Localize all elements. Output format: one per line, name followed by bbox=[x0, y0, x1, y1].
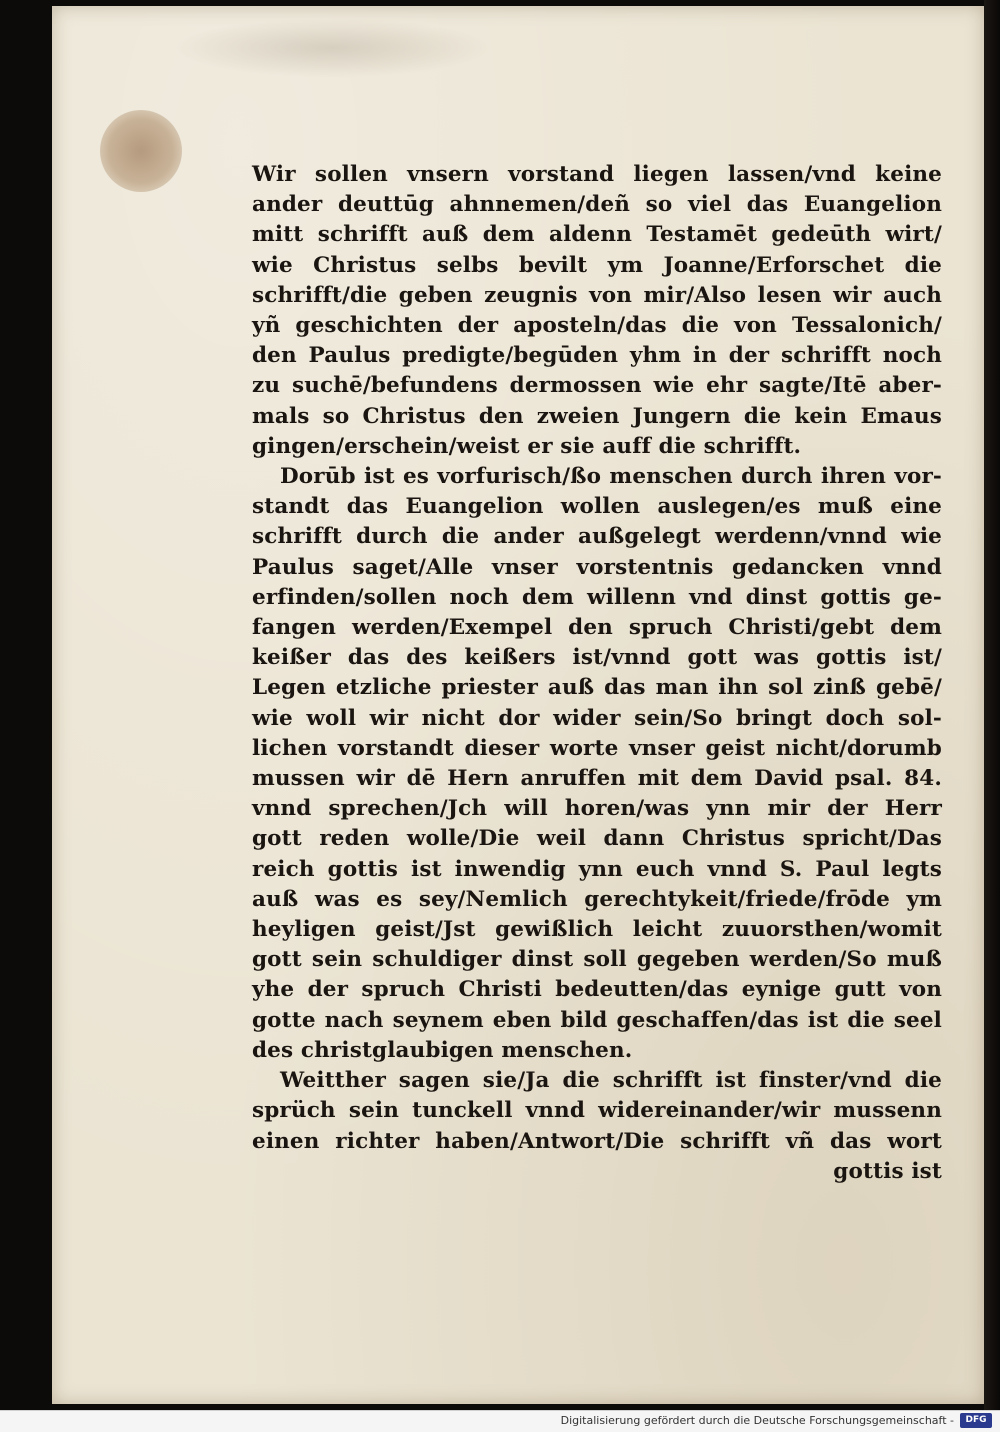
text-line: reich gottis ist inwendig ynn euch vnnd S. Paul legts bbox=[252, 856, 942, 882]
paper-stain bbox=[100, 110, 182, 192]
text-line: auß was es sey/Nemlich gerechtykeit/friede/frōde ym bbox=[252, 886, 942, 912]
text-line: Dorūb ist es vorfurisch/ßo menschen durch ihren vor- bbox=[280, 464, 942, 490]
text-line: den Paulus predigte/begūden yhm in der schrifft noch bbox=[252, 343, 942, 369]
text-line: wie Christus selbs bevilt ym Joanne/Erforschet die bbox=[252, 252, 942, 278]
text-line: keißer das des keißers ist/vnnd gott was gottis ist/ bbox=[252, 645, 942, 671]
text-line: Weitther sagen sie/Ja die schrifft ist finster/vnd die bbox=[280, 1068, 942, 1094]
text-line: schrifft/die geben zeugnis von mir/Also lesen wir auch bbox=[252, 282, 942, 308]
text-line: yhe der spruch Christi bedeutten/das eynige gutt von bbox=[252, 977, 942, 1003]
text-line: mals so Christus den zweien Jungern die kein Emaus bbox=[252, 403, 942, 429]
text-line: Legen etzliche priester auß das man ihn sol zinß gebē/ bbox=[252, 675, 942, 701]
text-line: mussen wir dē Hern anruffen mit dem David psal. 84. bbox=[252, 766, 942, 792]
footer-bar bbox=[0, 1410, 1000, 1432]
text-line: vnnd sprechen/Jch will horen/was ynn mir der Herr bbox=[252, 796, 942, 822]
text-line: erfinden/sollen noch dem willenn vnd dinst gottis ge- bbox=[252, 584, 942, 610]
text-line: des christglaubigen menschen. bbox=[252, 1037, 633, 1063]
text-line: mitt schrifft auß dem aldenn Testamēt gedeūth wirt/ bbox=[252, 222, 942, 248]
text-line: ander deuttūg ahnnemen/deñ so viel das Euangelion bbox=[252, 192, 942, 218]
text-line: einen richter haben/Antwort/Die schrifft vñ das wort bbox=[252, 1128, 942, 1154]
text-line: gotte nach seynem eben bild geschaffen/das ist die seel bbox=[252, 1007, 942, 1033]
text-line: schrifft durch die ander außgelegt werdenn/vnnd wie bbox=[252, 524, 942, 550]
text-line: gott reden wolle/Die weil dann Christus spricht/Das bbox=[252, 826, 942, 852]
text-line: sprüch sein tunckell vnnd widereinander/wir mussenn bbox=[252, 1098, 942, 1124]
book-edge-shadow bbox=[984, 0, 1000, 1410]
dfg-logo: DFG bbox=[960, 1413, 992, 1428]
text-line: gott sein schuldiger dinst soll gegeben werden/So muß bbox=[252, 947, 942, 973]
text-line: standt das Euangelion wollen auslegen/es muß eine bbox=[252, 494, 942, 520]
ink-bleed-through bbox=[172, 18, 492, 78]
text-line: zu suchē/befundens dermossen wie ehr sagte/Itē aber- bbox=[252, 373, 942, 399]
funding-notice: Digitalisierung gefördert durch die Deutsche Forschungsgemeinschaft - bbox=[560, 1414, 954, 1427]
text-line: wie woll wir nicht dor wider sein/So bringt doch sol- bbox=[252, 705, 942, 731]
text-line: heyligen geist/Jst gewißlich leicht zuuorsthen/womit bbox=[252, 917, 942, 943]
text-line: gingen/erschein/weist er sie auff die schrifft. bbox=[252, 433, 802, 459]
body-text bbox=[252, 160, 942, 1187]
text-line: Wir sollen vnsern vorstand liegen lassen/vnd keine bbox=[252, 162, 942, 187]
text-line: Paulus saget/Alle vnser vorstentnis gedancken vnnd bbox=[252, 554, 942, 580]
text-line: fangen werden/Exempel den spruch Christi/gebt dem bbox=[252, 615, 942, 641]
text-line: lichen vorstandt dieser worte vnser geist nicht/dorumb bbox=[252, 735, 942, 761]
text-line: yñ geschichten der aposteln/das die von Tessalonich/ bbox=[252, 313, 942, 339]
text-line: gottis ist bbox=[833, 1158, 942, 1184]
